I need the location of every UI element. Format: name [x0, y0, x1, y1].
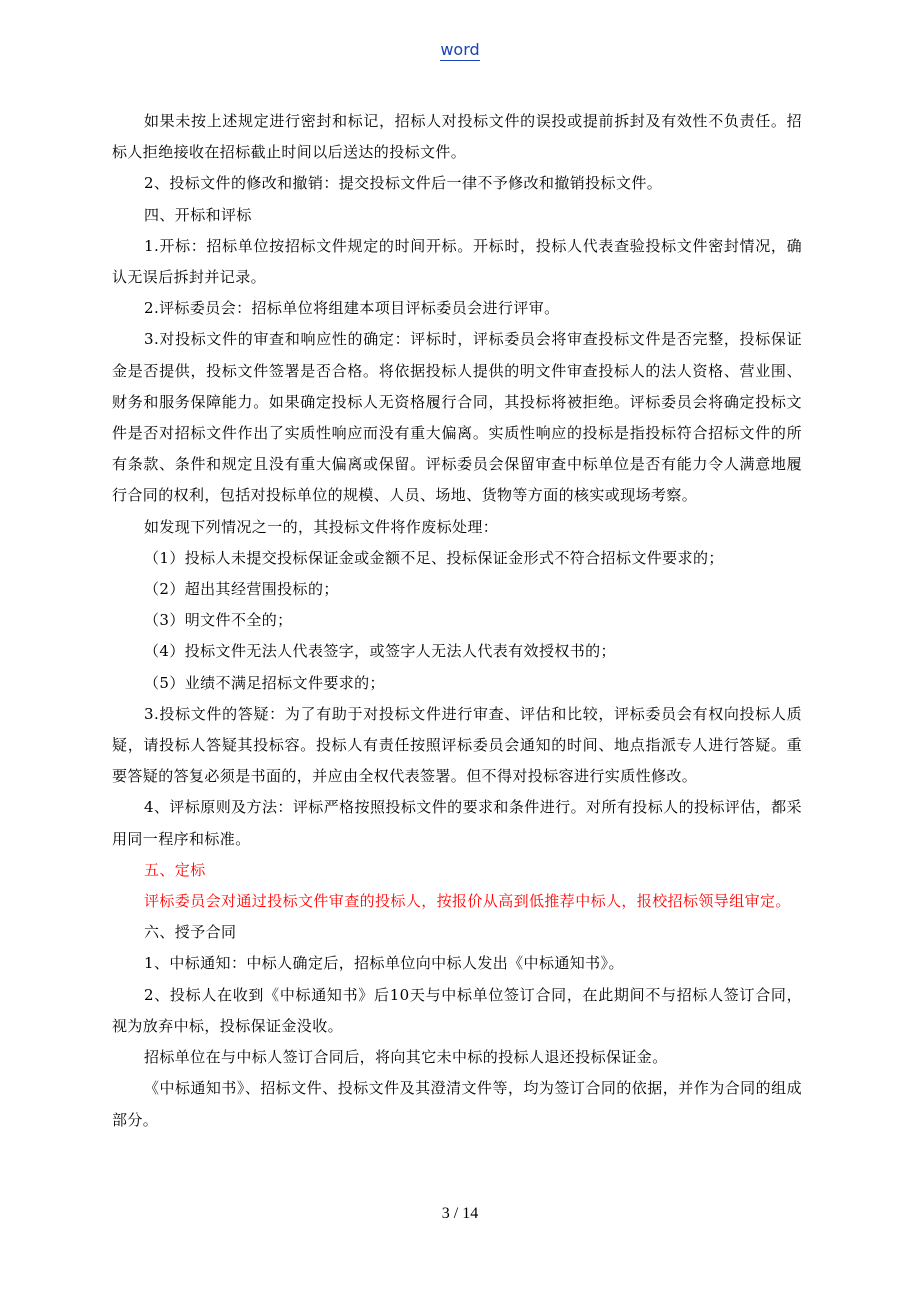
section-heading-contract: 六、授予合同 — [144, 923, 237, 942]
paragraph-deposit-refund: 招标单位在与中标人签订合同后，将向其它未中标的投标人退还投标保证金。 — [144, 1048, 668, 1067]
list-item-invalid-3: （3）明文件不全的； — [144, 611, 293, 630]
paragraph-clarification: 3.投标文件的答疑：为了有助于对投标文件进行审查、评估和比较，评标委员会有权向投标人质疑，请投标人答疑其投标容。投标人有责任按照评标委员会通知的时间、地点指派专人进行答疑。重要答疑的答复必须是书面的，并应由全权代表签署。但不得对投标容进行实质性修改。 — [112, 704, 802, 786]
header-link[interactable]: word — [440, 40, 480, 59]
list-item-invalid-5: （5）业绩不满足招标文件要求的； — [144, 673, 385, 692]
page-footer — [0, 1205, 920, 1223]
section-heading-award: 五、定标 — [144, 860, 206, 879]
paragraph-award-recommendation: 评标委员会对通过投标文件审查的投标人，按报价从高到低推荐中标人，报校招标领导组审定。 — [144, 892, 791, 911]
paragraph-invalid-bid-intro: 如发现下列情况之一的，其投标文件将作废标处理： — [144, 517, 499, 536]
list-item-invalid-1: （1）投标人未提交投标保证金或金额不足、投标保证金形式不符合招标文件要求的； — [144, 548, 724, 567]
paragraph-award-notice: 1、中标通知：中标人确定后，招标单位向中标人发出《中标通知书》。 — [144, 954, 624, 973]
list-item-invalid-2: （2）超出其经营围投标的； — [144, 580, 339, 599]
paragraph-evaluation-principles: 4、评标原则及方法：评标严格按照投标文件的要求和条件进行。对所有投标人的投标评估，都采用同一程序和标准。 — [112, 798, 802, 848]
paragraph-evaluation-committee: 2.评标委员会：招标单位将组建本项目评标委员会进行评审。 — [144, 299, 560, 318]
page-number: 3 / 14 — [441, 1205, 479, 1222]
paragraph-sealing-note: 如果未按上述规定进行密封和标记，招标人对投标文件的误投或提前拆封及有效性不负责任。招标人拒绝接收在招标截止时间以后送达的投标文件。 — [112, 112, 802, 162]
paragraph-bid-opening: 1.开标：招标单位按招标文件规定的时间开标。开标时，投标人代表查验投标文件密封情况，确认无误后拆封并记录。 — [112, 236, 802, 287]
paragraph-contract-signing: 2、投标人在收到《中标通知书》后10天与中标单位签订合同，在此期间不与招标人签订合同，视为放弃中标，投标保证金没收。 — [112, 985, 802, 1035]
document-body — [112, 106, 802, 1136]
paragraph-contract-documents: 《中标通知书》、招标文件、投标文件及其澄清文件等，均为签订合同的依据，并作为合同的组成部分。 — [112, 1079, 802, 1129]
paragraph-modify-withdraw: 2、投标文件的修改和撤销：提交投标文件后一律不予修改和撤销投标文件。 — [144, 174, 663, 193]
page-header — [0, 40, 920, 59]
list-item-invalid-4: （4）投标文件无法人代表签字，或签字人无法人代表有效授权书的； — [144, 642, 616, 661]
section-heading-bid-opening: 四、开标和评标 — [144, 205, 252, 224]
paragraph-responsiveness-review: 3.对投标文件的审查和响应性的确定：评标时，评标委员会将审查投标文件是否完整，投标保证金是否提供，投标文件签署是否合格。将依据投标人提供的明文件审查投标人的法人资格、营业围、财务和服务保障能力。如果确定投标人无资格履行合同，其投标将被拒绝。评标委员会将确定投标文件是否对招标文件作出了实质性响应而没有重大偏离。实质性响应的投标是指投标符合招标文件的所有条款、条件和规定且没有重大偏离或保留。评标委员会保留审查中标单位是否有能力令人满意地履行合同的权利，包括对投标单位的规模、人员、场地、货物等方面的核实或现场考察。 — [112, 330, 802, 505]
